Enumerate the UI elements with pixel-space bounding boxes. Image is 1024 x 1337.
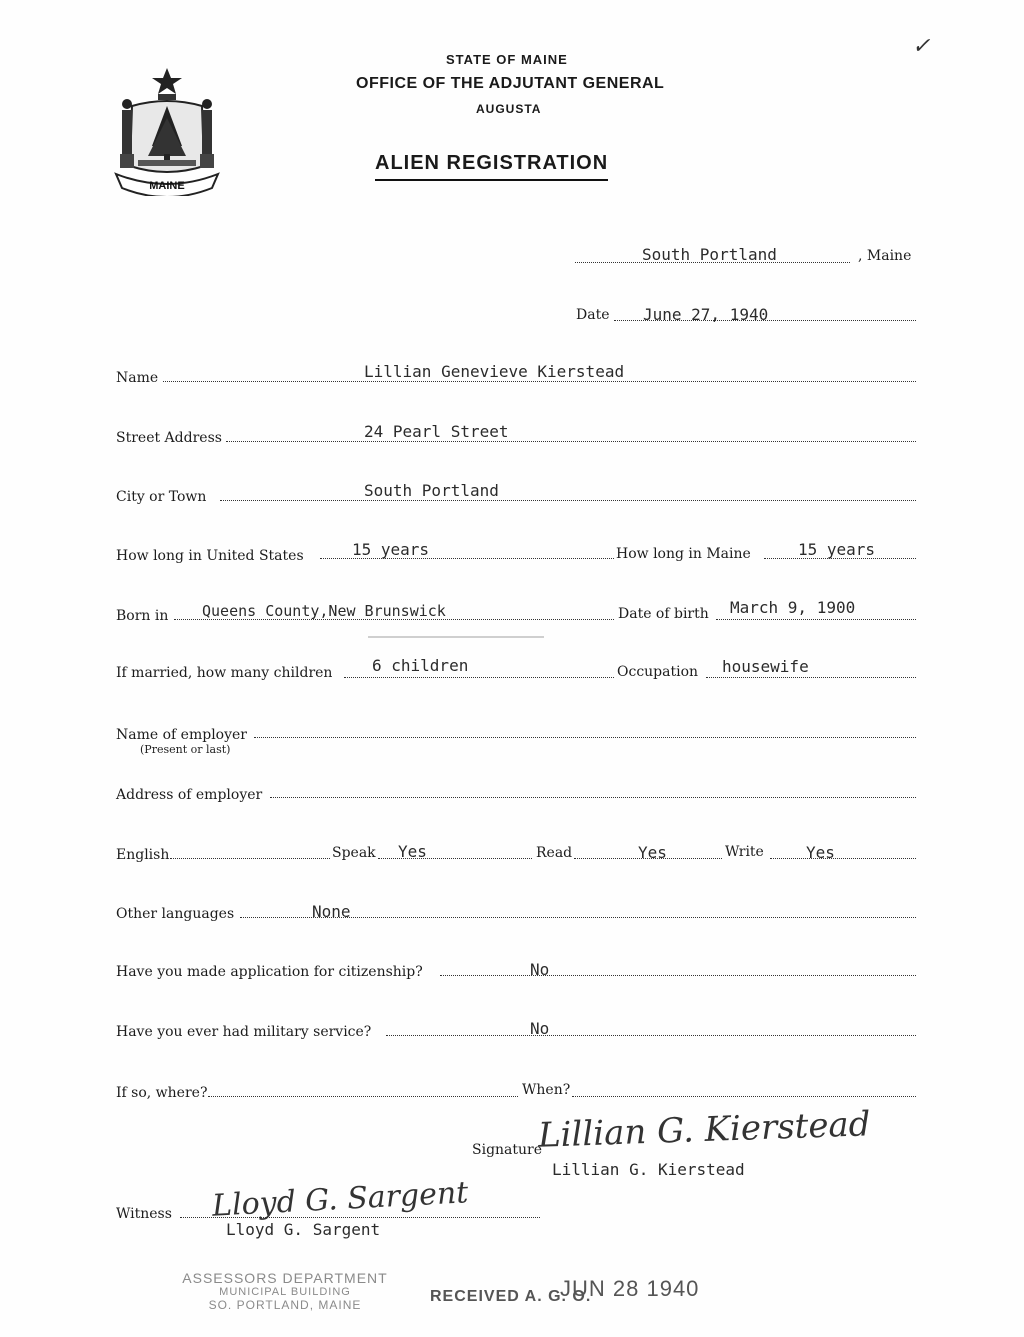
assessors-line3: SO. PORTLAND, MAINE [208,1298,362,1312]
employer-label: Name of employer [116,727,247,743]
born-in-value: Queens County,New Brunswick [202,602,446,620]
maine-duration-label: How long in Maine [616,546,751,562]
header-state: STATE OF MAINE [446,52,568,67]
page-title: ALIEN REGISTRATION [375,152,608,181]
military-value: No [530,1019,550,1038]
employer-address-label: Address of employer [116,787,263,803]
when-label: When? [522,1082,571,1098]
place-value: South Portland [642,245,777,264]
city-value: South Portland [364,481,499,500]
street-value: 24 Pearl Street [364,422,509,441]
date-label: Date [576,307,610,323]
write-line [770,858,916,859]
maine-seal-icon [112,66,222,196]
erasure-smudge [368,636,544,638]
write-value: Yes [806,843,835,862]
write-label: Write [725,844,764,860]
occupation-value: housewife [722,657,809,676]
born-in-label: Born in [116,608,169,624]
employer-sublabel: (Present or last) [140,743,231,756]
read-label: Read [536,845,573,861]
us-duration-value: 15 years [352,540,430,559]
received-stamp-date: JUN 28 1940 [560,1276,700,1301]
speak-label: Speak [332,845,376,861]
citizenship-line [440,975,916,976]
dob-value: March 9, 1900 [730,598,856,617]
occupation-label: Occupation [617,664,699,680]
assessors-line1: ASSESSORS DEPARTMENT [182,1270,388,1286]
citizenship-label: Have you made application for citizenship? [116,964,423,980]
seal-banner-text: MAINE [149,180,185,192]
citizenship-value: No [530,960,550,979]
assessors-stamp [160,1270,410,1312]
employer-line [254,737,916,738]
children-value: 6 children [372,656,469,675]
military-label: Have you ever had military service? [116,1024,372,1040]
dob-line [716,619,916,620]
name-line [163,381,916,382]
signature-label: Signature [472,1142,543,1158]
english-line [170,858,330,859]
us-duration-label: How long in United States [116,548,304,564]
english-label: English [116,847,170,863]
place-suffix: , Maine [858,248,912,264]
when-line [572,1096,916,1097]
witness-typed: Lloyd G. Sargent [226,1220,381,1239]
other-languages-label: Other languages [116,906,235,922]
children-label: If married, how many children [116,665,333,681]
where-line [208,1096,518,1097]
occupation-line [706,677,916,678]
speak-value: Yes [398,842,427,861]
signature-handwritten: Lillian G. Kierstead [537,1104,872,1156]
city-label: City or Town [116,489,207,505]
header-office: OFFICE OF THE ADJUTANT GENERAL [356,75,665,92]
name-label: Name [116,370,159,386]
received-stamp-label: RECEIVED A. G. O. [430,1288,592,1305]
street-label: Street Address [116,430,222,446]
dob-label: Date of birth [618,606,709,622]
maine-duration-value: 15 years [798,540,876,559]
children-line [344,677,614,678]
employer-address-line [270,797,916,798]
signature-typed: Lillian G. Kierstead [552,1160,745,1179]
street-line [226,441,916,442]
where-label: If so, where? [116,1085,208,1101]
date-value: June 27, 1940 [643,305,769,324]
header-city: AUGUSTA [476,102,542,116]
witness-label: Witness [116,1206,172,1222]
name-value: Lillian Genevieve Kierstead [364,362,625,381]
city-line [220,500,916,501]
read-value: Yes [638,843,667,862]
assessors-line2: MUNICIPAL BUILDING [219,1286,351,1298]
witness-handwritten: Lloyd G. Sargent [211,1175,470,1224]
other-languages-value: None [312,902,351,921]
corner-check-mark: ✓ [912,34,931,59]
military-line [386,1035,916,1036]
